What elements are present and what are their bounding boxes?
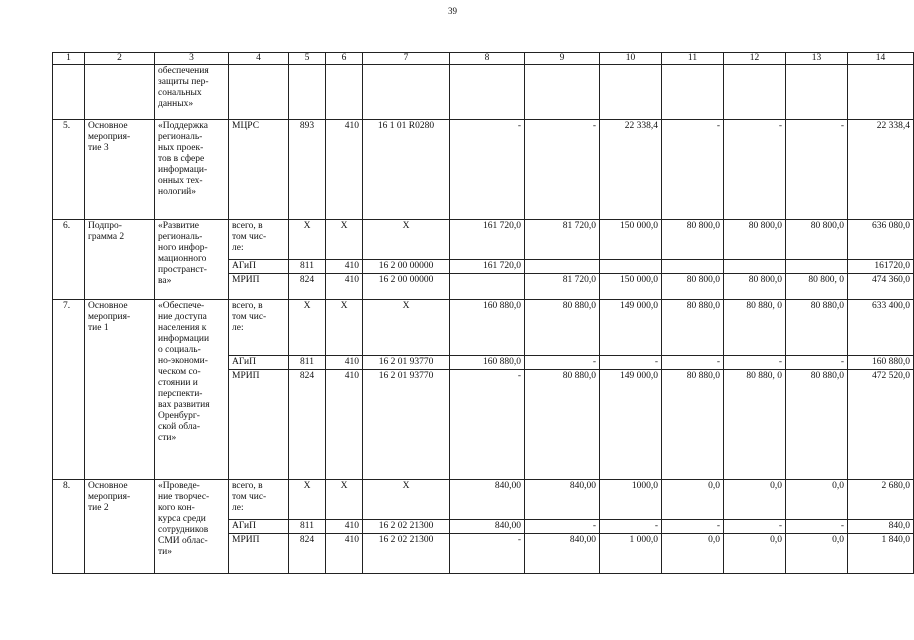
cell-c11: -	[662, 520, 724, 534]
cell-c11: 80 800,0	[662, 274, 724, 300]
cell-c11: 80 880,0	[662, 370, 724, 480]
column-header: 11	[662, 53, 724, 65]
row-number: 7.	[53, 300, 85, 480]
cell-c9: -	[525, 356, 600, 370]
cell-c5: 811	[289, 520, 326, 534]
cell-c8: -	[450, 120, 525, 220]
cell-c11: -	[662, 356, 724, 370]
cell-c10: 22 338,4	[600, 120, 662, 220]
executor: всего, в том чис- ле:	[229, 480, 289, 520]
cell-c10: 1 000,0	[600, 534, 662, 574]
cell-c7: 16 2 00 00000	[363, 260, 450, 274]
cell-c13	[786, 260, 848, 274]
cell-c8: -	[450, 370, 525, 480]
table-cell	[525, 65, 600, 120]
column-header: 6	[326, 53, 363, 65]
cell-c14: 840,0	[848, 520, 914, 534]
cell-c10: 149 000,0	[600, 370, 662, 480]
cell-c9: 81 720,0	[525, 274, 600, 300]
column-header: 12	[724, 53, 786, 65]
table-cell	[53, 65, 85, 120]
cell-c6: Х	[326, 220, 363, 260]
executor: МРИП	[229, 534, 289, 574]
cell-c5: 824	[289, 534, 326, 574]
cell-c14: 633 400,0	[848, 300, 914, 356]
cell-c14: 474 360,0	[848, 274, 914, 300]
measure-name: Основное мероприя- тие 3	[85, 120, 155, 220]
cell-c9: 840,00	[525, 534, 600, 574]
cell-c10	[600, 260, 662, 274]
cell-c7: 16 2 00 00000	[363, 274, 450, 300]
cell-c14: 2 680,0	[848, 480, 914, 520]
column-header: 8	[450, 53, 525, 65]
cell-c7: Х	[363, 220, 450, 260]
cell-c6: 410	[326, 370, 363, 480]
cell-c9: -	[525, 120, 600, 220]
page-number: 39	[448, 6, 457, 16]
cell-c6: 410	[326, 274, 363, 300]
cell-c9: 840,00	[525, 480, 600, 520]
cell-c8: 840,00	[450, 520, 525, 534]
cell-c12: 80 880, 0	[724, 370, 786, 480]
cell-c6: 410	[326, 534, 363, 574]
column-header: 7	[363, 53, 450, 65]
cell-c7: 16 2 02 21300	[363, 520, 450, 534]
cell-c12: -	[724, 520, 786, 534]
cell-c14: 22 338,4	[848, 120, 914, 220]
cell-c13: 80 880,0	[786, 370, 848, 480]
cell-c12: 80 880, 0	[724, 300, 786, 356]
cell-c7: 16 2 01 93770	[363, 356, 450, 370]
table-row	[53, 220, 914, 260]
table-cell	[85, 65, 155, 120]
cell-c8	[450, 274, 525, 300]
measure-description: «Развитие региональ- ного инфор- мационного пространст- ва»	[155, 220, 229, 300]
program-table	[52, 52, 914, 574]
cell-c13: -	[786, 520, 848, 534]
cell-c8: 160 880,0	[450, 356, 525, 370]
table-row	[53, 300, 914, 356]
cell-c10: 149 000,0	[600, 300, 662, 356]
table-cell	[848, 65, 914, 120]
cell-c10: 1000,0	[600, 480, 662, 520]
cell-c11	[662, 260, 724, 274]
cell-c5: 811	[289, 260, 326, 274]
cell-c10: 150 000,0	[600, 274, 662, 300]
cell-c8: 160 880,0	[450, 300, 525, 356]
cell-c13: 80 800,0	[786, 220, 848, 260]
cell-c7: Х	[363, 480, 450, 520]
cell-c9: -	[525, 520, 600, 534]
cell-c8: 161 720,0	[450, 220, 525, 260]
measure-description: «Поддержка региональ- ных проек- тов в сфере информаци- онных тех- нологий»	[155, 120, 229, 220]
cell-c12: 0,0	[724, 480, 786, 520]
cell-c13: 0,0	[786, 534, 848, 574]
executor: МРИП	[229, 274, 289, 300]
cell-c12: 80 800,0	[724, 220, 786, 260]
column-header: 2	[85, 53, 155, 65]
table-cell	[326, 65, 363, 120]
row-number: 6.	[53, 220, 85, 300]
cell-c12: -	[724, 120, 786, 220]
executor: всего, в том чис- ле:	[229, 300, 289, 356]
table-row	[53, 120, 914, 220]
table-cell	[363, 65, 450, 120]
cell-c6: 410	[326, 260, 363, 274]
table-cell	[289, 65, 326, 120]
cell-c9: 81 720,0	[525, 220, 600, 260]
cell-c9	[525, 260, 600, 274]
cell-c5: Х	[289, 300, 326, 356]
cell-c10: -	[600, 520, 662, 534]
cell-c12: -	[724, 356, 786, 370]
row-number: 8.	[53, 480, 85, 574]
measure-description: обеспечения защиты пер- сональных данных»	[155, 65, 229, 120]
column-header: 14	[848, 53, 914, 65]
cell-c13: -	[786, 120, 848, 220]
executor: всего, в том чис- ле:	[229, 220, 289, 260]
cell-c5: 893	[289, 120, 326, 220]
cell-c12: 0,0	[724, 534, 786, 574]
executor: АГиП	[229, 260, 289, 274]
cell-c6: 410	[326, 356, 363, 370]
cell-c13: 80 880,0	[786, 300, 848, 356]
cell-c8: -	[450, 534, 525, 574]
table-cell	[600, 65, 662, 120]
column-header: 13	[786, 53, 848, 65]
table-cell	[724, 65, 786, 120]
cell-c5: 824	[289, 370, 326, 480]
cell-c8: 840,00	[450, 480, 525, 520]
cell-c7: Х	[363, 300, 450, 356]
row-number: 5.	[53, 120, 85, 220]
cell-c11: 80 800,0	[662, 220, 724, 260]
measure-name: Основное мероприя- тие 2	[85, 480, 155, 574]
cell-c6: Х	[326, 300, 363, 356]
cell-c10: 150 000,0	[600, 220, 662, 260]
cell-c8: 161 720,0	[450, 260, 525, 274]
table-cell	[662, 65, 724, 120]
cell-c14: 636 080,0	[848, 220, 914, 260]
column-header: 5	[289, 53, 326, 65]
cell-c14: 472 520,0	[848, 370, 914, 480]
cell-c5: Х	[289, 220, 326, 260]
measure-name: Основное мероприя- тие 1	[85, 300, 155, 480]
cell-c11: 80 880,0	[662, 300, 724, 356]
measure-description: «Проведе- ние творчес- кого кон- курса среди сотрудников СМИ облас- ти»	[155, 480, 229, 574]
cell-c14: 1 840,0	[848, 534, 914, 574]
cell-c12: 80 800,0	[724, 274, 786, 300]
cell-c9: 80 880,0	[525, 370, 600, 480]
cell-c7: 16 1 01 R0280	[363, 120, 450, 220]
cell-c13: 0,0	[786, 480, 848, 520]
cell-c5: 811	[289, 356, 326, 370]
cell-c5: 824	[289, 274, 326, 300]
cell-c6: 410	[326, 520, 363, 534]
cell-c6: 410	[326, 120, 363, 220]
cell-c6: Х	[326, 480, 363, 520]
measure-name: Подпро- грамма 2	[85, 220, 155, 300]
cell-c13: 80 800, 0	[786, 274, 848, 300]
executor: АГиП	[229, 520, 289, 534]
table-cell	[229, 65, 289, 120]
table-cell	[786, 65, 848, 120]
column-header: 9	[525, 53, 600, 65]
cell-c11: 0,0	[662, 534, 724, 574]
cell-c14: 161720,0	[848, 260, 914, 274]
cell-c5: Х	[289, 480, 326, 520]
table-row	[53, 65, 914, 120]
cell-c13: -	[786, 356, 848, 370]
cell-c12	[724, 260, 786, 274]
table-row	[53, 480, 914, 520]
cell-c14: 160 880,0	[848, 356, 914, 370]
cell-c11: -	[662, 120, 724, 220]
column-header: 1	[53, 53, 85, 65]
cell-c9: 80 880,0	[525, 300, 600, 356]
cell-c7: 16 2 01 93770	[363, 370, 450, 480]
column-number-row	[53, 53, 914, 65]
cell-c10: -	[600, 356, 662, 370]
cell-c11: 0,0	[662, 480, 724, 520]
column-header: 4	[229, 53, 289, 65]
executor: МЦРС	[229, 120, 289, 220]
table-cell	[450, 65, 525, 120]
column-header: 10	[600, 53, 662, 65]
cell-c7: 16 2 02 21300	[363, 534, 450, 574]
executor: АГиП	[229, 356, 289, 370]
column-header: 3	[155, 53, 229, 65]
measure-description: «Обеспече- ние доступа населения к информации о социаль- но-экономи- ческом со- стоянии и перспекти- вах развития Оренбург- ской обла- сти»	[155, 300, 229, 480]
executor: МРИП	[229, 370, 289, 480]
